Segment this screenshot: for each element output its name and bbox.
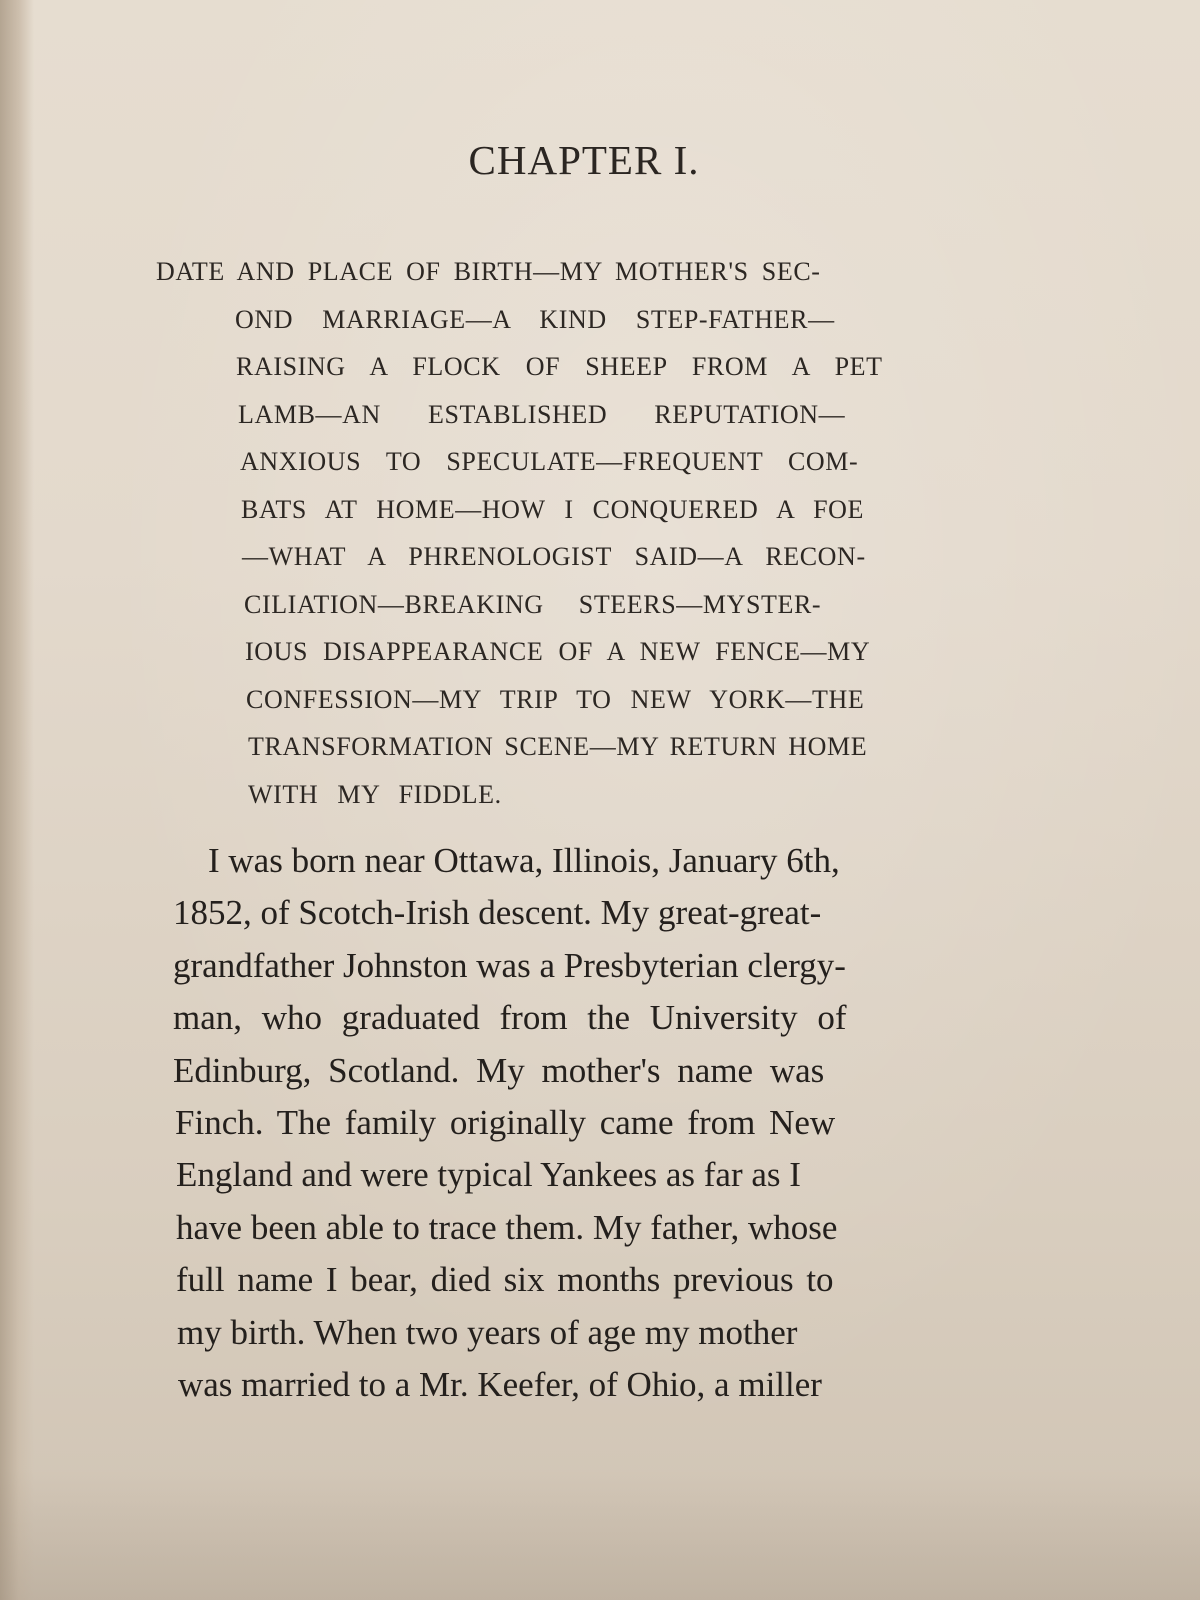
- synopsis-line: IOUS DISAPPEARANCE OF A NEW FENCE—MY: [245, 637, 871, 666]
- body-line: England and were typical Yankees as far as I: [176, 1155, 801, 1195]
- synopsis-line: LAMB—AN ESTABLISHED REPUTATION—: [238, 399, 846, 429]
- synopsis-line: RAISING A FLOCK OF SHEEP FROM A PET: [236, 352, 883, 381]
- body-line: grandfather Johnston was a Presbyterian clergy-: [173, 945, 846, 985]
- synopsis-line: OND MARRIAGE—A KIND STEP-FATHER—: [235, 304, 835, 334]
- synopsis-line: ANXIOUS TO SPECULATE—FREQUENT COM-: [240, 447, 859, 476]
- synopsis-line: —WHAT A PHRENOLOGIST SAID—A RECON-: [242, 542, 866, 571]
- body-line: Edinburg, Scotland. My mother's name was: [173, 1050, 825, 1090]
- page-bottom-shadow: [0, 1470, 1200, 1600]
- chapter-body-text: [173, 835, 846, 1411]
- synopsis-line: CILIATION—BREAKING STEERS—MYSTER-: [244, 589, 822, 619]
- body-line: Finch. The family originally came from New: [175, 1102, 836, 1142]
- synopsis-line: CONFESSION—MY TRIP TO NEW YORK—THE: [246, 684, 865, 714]
- body-line: have been able to trace them. My father, whose: [176, 1207, 838, 1247]
- body-line: 1852, of Scotch-Irish descent. My great-great-: [173, 893, 822, 933]
- synopsis-line: TRANSFORMATION SCENE—MY RETURN HOME: [248, 732, 868, 761]
- synopsis-line: DATE AND PLACE OF BIRTH—MY MOTHER'S SEC-: [156, 257, 821, 286]
- body-line: man, who graduated from the University of: [173, 998, 847, 1038]
- synopsis-line: BATS AT HOME—HOW I CONQUERED A FOE: [241, 494, 865, 524]
- chapter-title: CHAPTER I.: [468, 137, 700, 183]
- chapter-synopsis: [156, 248, 883, 818]
- synopsis-line: WITH MY FIDDLE.: [248, 779, 502, 809]
- body-line: was married to a Mr. Keefer, of Ohio, a miller: [178, 1364, 822, 1404]
- body-line: I was born near Ottawa, Illinois, January 6th,: [208, 841, 840, 880]
- body-line: my birth. When two years of age my mother: [177, 1312, 798, 1352]
- body-line: full name I bear, died six months previous to: [176, 1260, 834, 1300]
- binding-shadow: [0, 0, 34, 1600]
